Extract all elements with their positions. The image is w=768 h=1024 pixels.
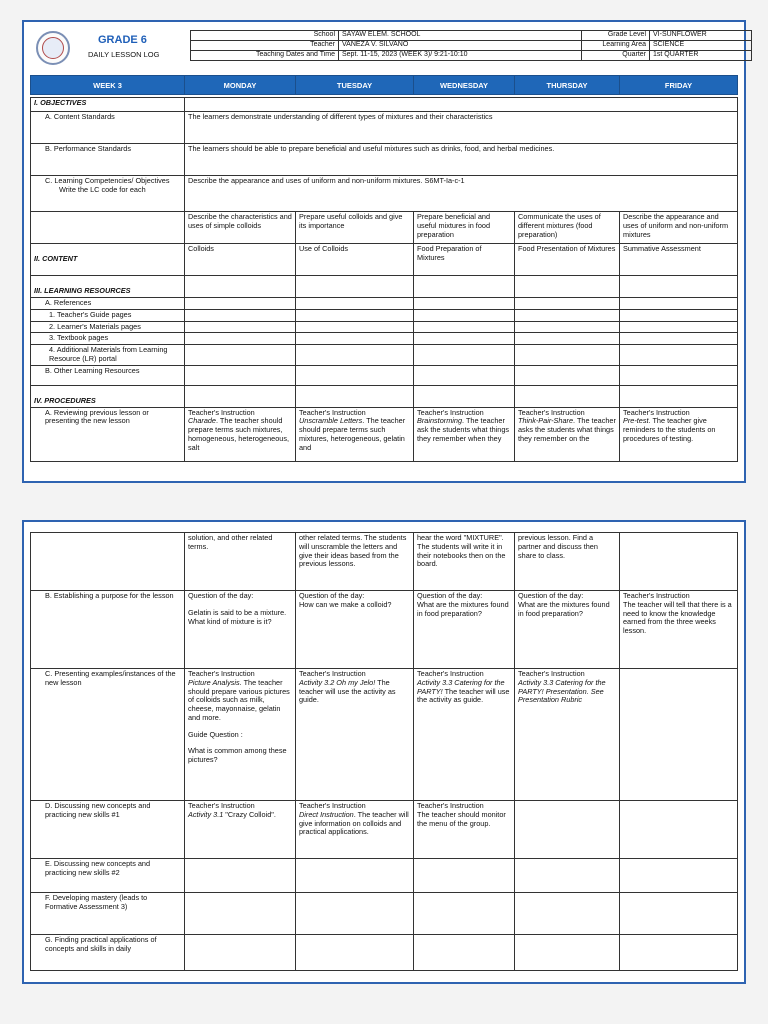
procedure-d-tuesday: Teacher's Instruction Direct Instruction. The teacher will give information on colloids and practical applications. [296,801,414,859]
learning-area-label: Learning Area [582,41,650,51]
procedure-c-monday: Teacher's Instruction Picture Analysis. The teacher should prepare various pictures of colloids such as milk, cheese, mayonnaise, gelatin and more. Guide Question : What is common among these pictures? [185,669,296,801]
procedure-a-tuesday: Teacher's Instruction Unscramble Letters. The teacher should prepare terms such mixtures, heterogeneous, gelatin and [296,407,414,461]
objectives-heading: I. OBJECTIVES [31,98,185,112]
procedures-heading: IV. PROCEDURES [31,385,185,407]
procedure-g-label: G. Finding practical applications of concepts and skills in daily [31,935,185,971]
school-label: School [191,31,339,41]
procedures-table [30,532,738,971]
procedure-b-label: B. Establishing a purpose for the lesson [31,591,185,669]
objective-tuesday: Prepare useful colloids and give its importance [296,212,414,244]
learning-area-value: SCIENCE [650,41,752,51]
grade-title: GRADE 6 [98,34,147,46]
procedure-a-monday: Teacher's Instruction Charade. The teacher should prepare terms such mixtures, homogeneous, heterogeneous, salt [185,407,296,461]
grade-level-label: Grade Level [582,31,650,41]
procedure-d-wednesday: Teacher's Instruction The teacher should monitor the menu of the group. [414,801,515,859]
dates-value: Sept. 11-15, 2023 (WEEK 3)/ 9:21-10:10 [339,51,582,61]
objective-thursday: Communicate the uses of different mixtures (food preparation) [515,212,620,244]
deped-seal-icon [36,31,70,65]
procedure-a-thursday-cont: previous lesson. Find a partner and discuss then share to class. [515,533,620,591]
tuesday-header: TUESDAY [296,76,414,95]
procedure-a-wednesday: Teacher's Instruction Brainstorming. The teacher ask the students what things they remember when they [414,407,515,461]
procedure-a-label: A. Reviewing previous lesson or presenting the new lesson [31,407,185,461]
monday-header: MONDAY [185,76,296,95]
friday-header: FRIDAY [620,76,738,95]
content-monday: Colloids [185,244,296,276]
content-wednesday: Food Preparation of Mixtures [414,244,515,276]
dates-label: Teaching Dates and Time [191,51,339,61]
procedure-c-thursday: Teacher's Instruction Activity 3.3 Catering for the PARTY! Presentation. See Presentation Rubric [515,669,620,801]
procedure-c-wednesday: Teacher's Instruction Activity 3.3 Catering for the PARTY! The teacher will use the activity as guide. [414,669,515,801]
school-value: SAYAW ELEM. SCHOOL [339,31,582,41]
performance-standards-text: The learners should be able to prepare beneficial and useful mixtures such as drinks, food, and herbal medicines. [185,144,738,176]
procedure-b-friday: Teacher's Instruction The teacher will tell that there is a need to know the knowledge earned from the three weeks lesson. [620,591,738,669]
wednesday-header: WEDNESDAY [414,76,515,95]
procedure-a-monday-cont: solution, and other related terms. [185,533,296,591]
teacher-value: VANEZA V. SILVANO [339,41,582,51]
procedure-b-thursday: Question of the day: What are the mixtures found in food preparation? [515,591,620,669]
lesson-log-header [30,28,738,72]
day-header-row [31,76,738,95]
lesson-table [30,75,738,95]
resource-row-learners-materials: 2. Learner's Materials pages [31,321,185,333]
resource-row-additional-materials: 4. Additional Materials from Learning Resource (LR) portal [31,345,185,366]
procedure-b-monday: Question of the day: Gelatin is said to be a mixture. What kind of mixture is it? [185,591,296,669]
learning-competencies-label: C. Learning Competencies/ Objectives [45,176,170,185]
procedure-a-thursday: Teacher's Instruction Think-Pair-Share. The teacher asks the students what things they remember on the [515,407,620,461]
page-1 [22,20,746,483]
objective-friday: Describe the appearance and uses of uniform and non-uniform mixtures [620,212,738,244]
objective-wednesday: Prepare beneficial and useful mixtures in food preparation [414,212,515,244]
content-thursday: Food Presentation of Mixtures [515,244,620,276]
learning-competencies-text: Describe the appearance and uses of uniform and non-uniform mixtures. S6MT-Ia-c-1 [185,176,738,212]
header-info-table [190,30,752,61]
procedure-c-label: C. Presenting examples/instances of the new lesson [31,669,185,801]
procedure-d-monday: Teacher's Instruction Activity 3.1 "Crazy Colloid". [185,801,296,859]
content-friday: Summative Assessment [620,244,738,276]
resource-row-other: B. Other Learning Resources [31,365,185,385]
quarter-value: 1st QUARTER [650,51,752,61]
log-title: DAILY LESSON LOG [88,50,160,59]
resource-row-teachers-guide: 1. Teacher's Guide pages [31,309,185,321]
page-2 [22,520,746,984]
procedure-c-tuesday: Teacher's Instruction Activity 3.2 Oh my Jelo! The teacher will use the activity as guide. [296,669,414,801]
teacher-label: Teacher [191,41,339,51]
resources-heading: III. LEARNING RESOURCES [31,276,185,298]
performance-standards-label: B. Performance Standards [31,144,185,176]
procedure-a-friday: Teacher's Instruction Pre-test. The teacher give reminders to the students on procedures of testing. [620,407,738,461]
learning-competencies-sub: Write the LC code for each [59,184,146,194]
procedure-a-wednesday-cont: hear the word "MIXTURE". The students will write it in their notebooks then on the board. [414,533,515,591]
content-standards-text: The learners demonstrate understanding of different types of mixtures and their characteristics [185,112,738,144]
content-standards-label: A. Content Standards [31,112,185,144]
procedure-f-label: F. Developing mastery (leads to Formative Assessment 3) [31,893,185,935]
procedure-a-tuesday-cont: other related terms. The students will unscramble the letters and give their ideas based from the previous lessons. [296,533,414,591]
content-heading: II. CONTENT [31,244,185,276]
thursday-header: THURSDAY [515,76,620,95]
grade-level-value: VI-SUNFLOWER [650,31,752,41]
procedure-d-label: D. Discussing new concepts and practicing new skills #1 [31,801,185,859]
procedure-b-wednesday: Question of the day: What are the mixtures found in food preparation? [414,591,515,669]
content-tuesday: Use of Colloids [296,244,414,276]
procedure-e-label: E. Discussing new concepts and practicing new skills #2 [31,859,185,893]
quarter-label: Quarter [582,51,650,61]
objectives-table [30,97,738,462]
resource-row-references: A. References [31,298,185,310]
objective-monday: Describe the characteristics and uses of simple colloids [185,212,296,244]
resource-row-textbook: 3. Textbook pages [31,333,185,345]
week-header: WEEK 3 [31,76,185,95]
procedure-b-tuesday: Question of the day: How can we make a colloid? [296,591,414,669]
